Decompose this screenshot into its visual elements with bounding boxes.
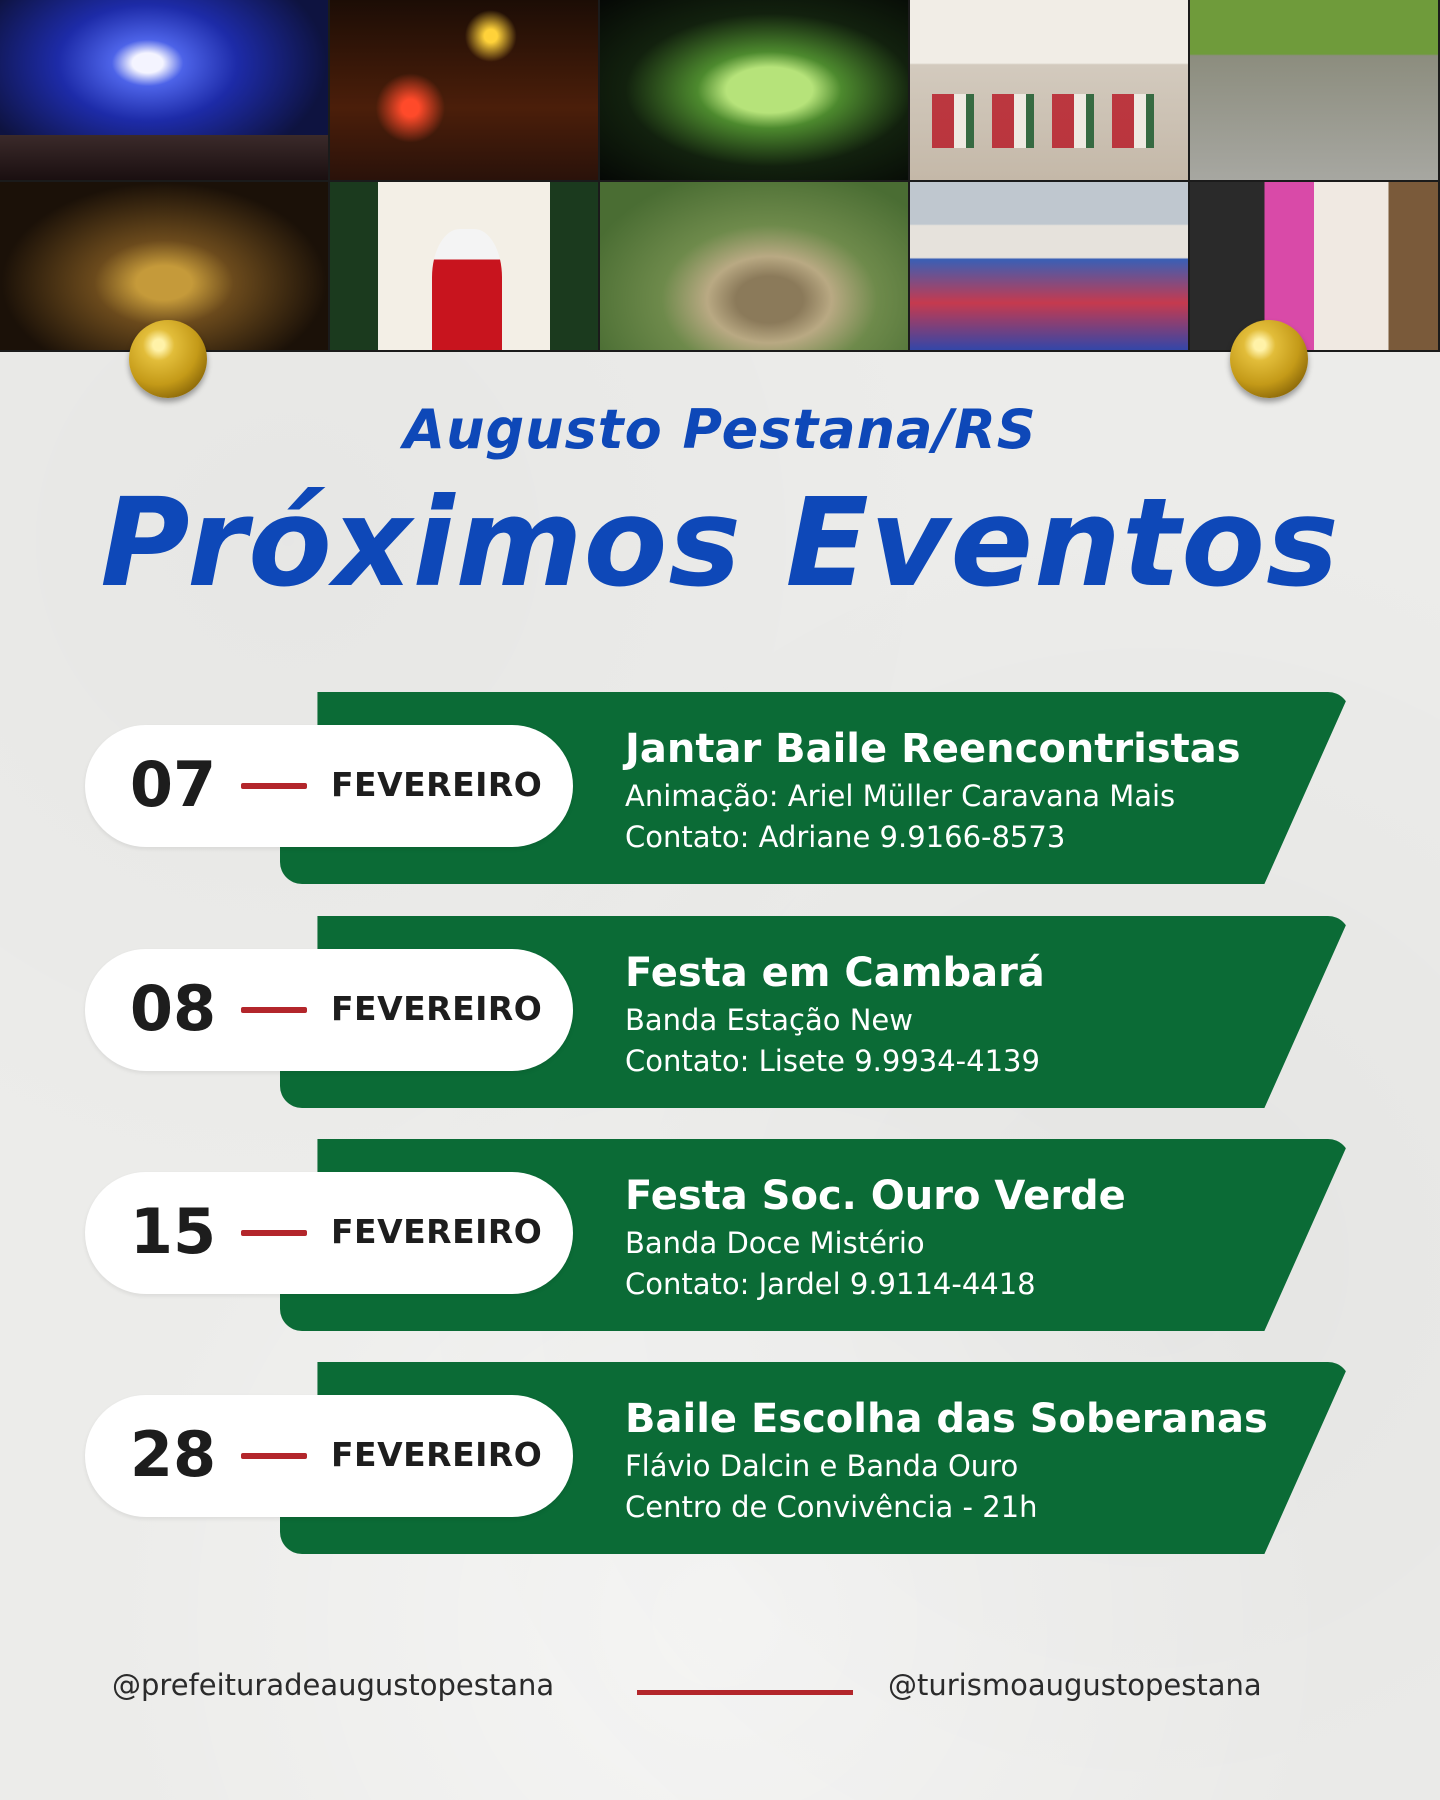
page-subtitle: Augusto Pestana/RS [403,398,1037,461]
event-line-2: Centro de Convivência - 21h [625,1490,1038,1524]
social-handle-prefeitura: @prefeituradeaugustopestana [112,1668,555,1702]
photo-outdoor-gathering [1190,0,1440,182]
date-divider [241,1230,307,1236]
event-line-1: Flávio Dalcin e Banda Ouro [625,1449,1019,1483]
page-title: Próximos Eventos [100,472,1340,614]
event-name: Baile Escolha das Soberanas [625,1396,1268,1442]
event-card [0,916,1440,1108]
event-line-2: Contato: Jardel 9.9114-4418 [625,1267,1036,1301]
date-divider [241,1007,307,1013]
event-line-1: Animação: Ariel Müller Caravana Mais [625,779,1176,813]
event-name: Festa Soc. Ouro Verde [625,1173,1126,1219]
event-day: 28 [129,1418,217,1491]
event-line-1: Banda Estação New [625,1003,913,1037]
event-line-2: Contato: Adriane 9.9166-8573 [625,820,1066,854]
event-month: FEVEREIRO [331,1435,543,1474]
event-card [0,1139,1440,1331]
gold-pin-icon [1230,320,1308,398]
photo-collage [0,0,1440,352]
event-name: Festa em Cambará [625,950,1045,996]
photo-park-aerial [600,182,910,352]
event-day: 07 [129,748,217,821]
photo-fireworks [330,0,600,182]
event-card [0,692,1440,884]
event-line-2: Contato: Lisete 9.9934-4139 [625,1044,1040,1078]
event-month: FEVEREIRO [331,1212,543,1251]
event-details [625,722,1305,858]
footer-divider [637,1690,853,1695]
photo-folk-dancers [910,0,1190,182]
gold-pin-icon [129,320,207,398]
photo-parade-band [910,182,1190,352]
event-day: 08 [129,972,217,1045]
event-month: FEVEREIRO [331,989,543,1028]
event-details [625,946,1305,1082]
date-divider [241,1453,307,1459]
photo-santa-claus [330,182,600,352]
photo-fitness-class [1190,182,1440,352]
date-divider [241,783,307,789]
event-details [625,1169,1305,1305]
social-handle-turismo: @turismoaugustopestana [888,1668,1262,1702]
event-line-1: Banda Doce Mistério [625,1226,925,1260]
event-details [625,1392,1305,1528]
event-day: 15 [129,1195,217,1268]
event-name: Jantar Baile Reencontristas [625,726,1241,772]
photo-stadium-aerial [600,0,910,182]
event-card [0,1362,1440,1554]
photo-illuminated-building [0,0,330,182]
event-month: FEVEREIRO [331,765,543,804]
